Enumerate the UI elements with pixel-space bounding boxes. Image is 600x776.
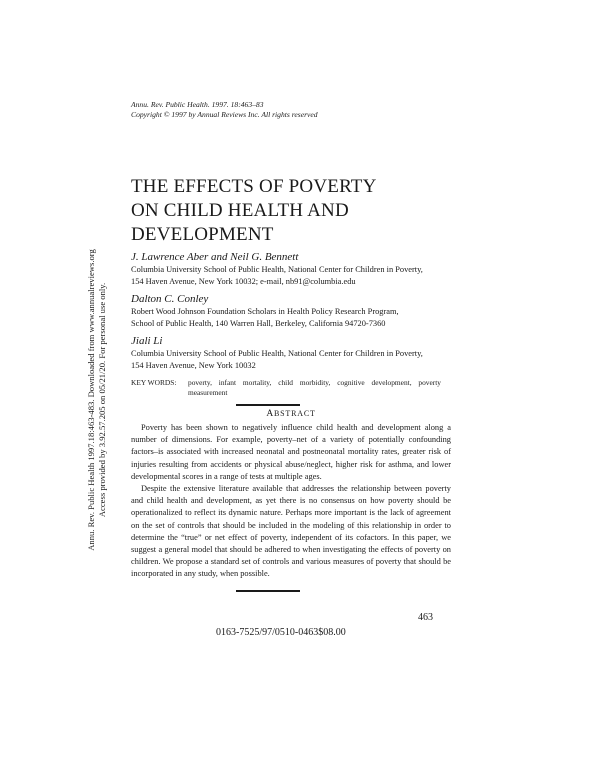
abstract-heading-rest: BSTRACT bbox=[274, 409, 316, 418]
abstract-top-rule bbox=[236, 404, 300, 406]
author-affiliation-line2: 154 Haven Avenue, New York 10032 bbox=[131, 361, 256, 370]
title-line3: DEVELOPMENT bbox=[131, 224, 274, 245]
keywords-label: KEY WORDS: bbox=[131, 378, 177, 387]
author-list bbox=[131, 250, 461, 376]
title-line2: ON CHILD HEALTH AND bbox=[131, 200, 349, 221]
abstract-heading bbox=[131, 409, 451, 419]
author-affiliation-line1: Columbia University School of Public Health, National Center for Children in Poverty, bbox=[131, 265, 423, 274]
keywords-text: poverty, infant mortality, child morbidity, cognitive development, poverty measurement bbox=[188, 378, 441, 397]
article-code: 0163-7525/97/0510-0463$08.00 bbox=[216, 627, 346, 638]
download-notice-line2: Access provided by 3.92.57.205 on 05/21/20. For personal use only. bbox=[97, 282, 107, 518]
download-notice bbox=[86, 249, 108, 551]
journal-citation: Annu. Rev. Public Health. 1997. 18:463–83 bbox=[131, 100, 264, 109]
title-line1: THE EFFECTS OF POVERTY bbox=[131, 176, 377, 197]
author-block bbox=[131, 292, 461, 330]
abstract-heading-initial: A bbox=[266, 409, 275, 419]
keywords bbox=[131, 378, 441, 398]
abstract-bottom-rule bbox=[236, 590, 300, 592]
author-block bbox=[131, 334, 461, 372]
abstract-body bbox=[131, 422, 451, 581]
abstract-paragraph-2: Despite the extensive literature available that addresses the relationship between poverty and child health and development, as yet there is no consensus on how poverty should be operationalized to reflect its dynamic nature. Perhaps more important is the lack of agreement on the set of controls that should be included in the modeling of this relationship in order to determine the “true” or net effect of poverty, independent of its cofactors. In this paper, we suggest a general model that should be adhered to when investigating the effects of poverty on children. We propose a standard set of controls and various measures of poverty that should be incorporated in any study, when possible. bbox=[131, 484, 451, 579]
paper-title bbox=[131, 175, 377, 247]
author-names: Dalton C. Conley bbox=[131, 293, 209, 305]
abstract-paragraph-1: Poverty has been shown to negatively influence child health and development along a number of dimensions. For example, poverty–net of a variety of potentially confounding factors–is associated with increased neonatal and postneonatal mortality rates, greater risk of injuries resulting from accidents or physical abuse/neglect, higher risk for asthma, and lower developmental scores in a range of tests at multiple ages. bbox=[131, 423, 451, 481]
download-notice-line1: Annu. Rev. Public Health 1997.18:463-483. Downloaded from www.annualreviews.org bbox=[86, 249, 96, 551]
page-number: 463 bbox=[418, 612, 433, 623]
author-block bbox=[131, 250, 461, 288]
author-affiliation-line1: Columbia University School of Public Health, National Center for Children in Poverty, bbox=[131, 349, 423, 358]
journal-header bbox=[131, 100, 318, 120]
author-affiliation-line1: Robert Wood Johnson Foundation Scholars in Health Policy Research Program, bbox=[131, 307, 399, 316]
author-names: J. Lawrence Aber and Neil G. Bennett bbox=[131, 251, 299, 263]
author-affiliation-line2: School of Public Health, 140 Warren Hall, Berkeley, California 94720-7360 bbox=[131, 319, 386, 328]
copyright-line: Copyright © 1997 by Annual Reviews Inc. All rights reserved bbox=[131, 110, 318, 119]
author-names: Jiali Li bbox=[131, 335, 163, 347]
author-affiliation-line2: 154 Haven Avenue, New York 10032; e-mail, nb91@columbia.edu bbox=[131, 277, 356, 286]
